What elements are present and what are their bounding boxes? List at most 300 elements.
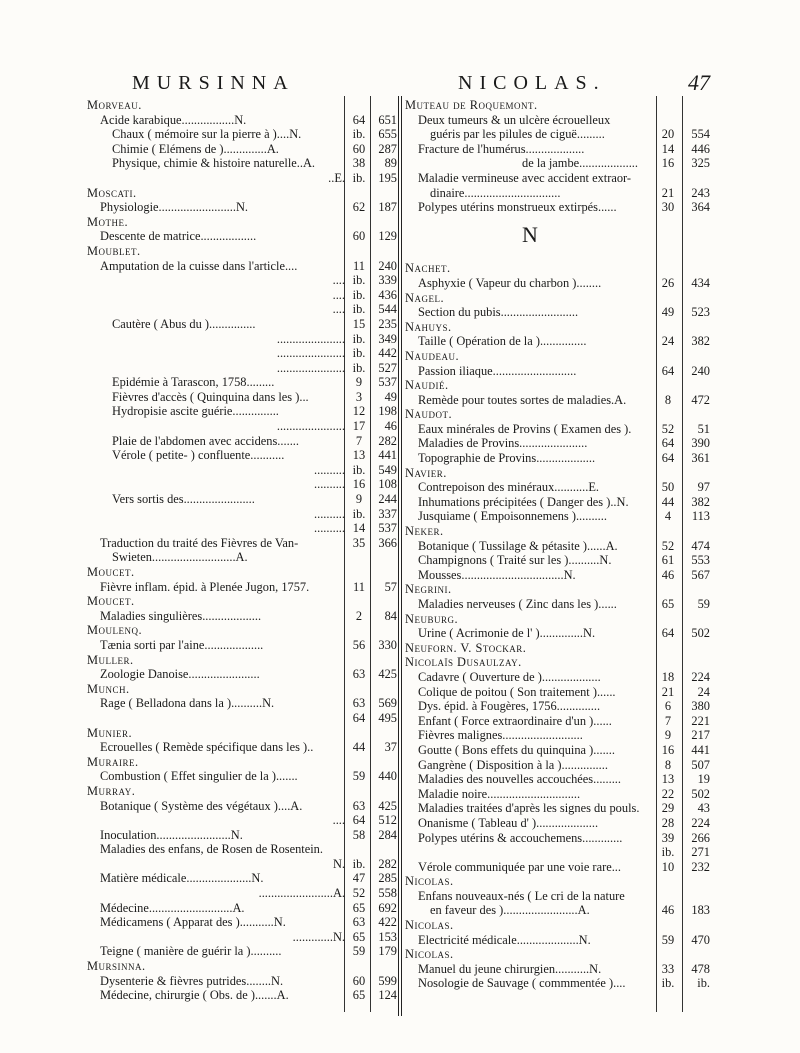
index-entry — [408, 801, 710, 816]
volume-number: 8 — [664, 757, 672, 772]
section-letter — [408, 215, 694, 247]
index-entry — [90, 463, 401, 478]
volume-number: 2 — [355, 608, 363, 623]
index-entry — [408, 275, 710, 291]
volume-number: 24 — [661, 334, 675, 349]
author-heading — [87, 594, 401, 609]
page-reference: 240 — [378, 258, 397, 273]
volume-number: ib. — [352, 302, 366, 317]
volume-number: 35 — [352, 535, 366, 550]
author-heading — [405, 319, 694, 335]
page-reference: 434 — [691, 275, 710, 290]
entry-text: Neuburg. — [405, 611, 459, 626]
entry-text: Moucet. — [87, 565, 135, 579]
page-reference: 441 — [691, 742, 710, 757]
entry-text: guéris par les pilules de ciguë......... — [430, 127, 605, 142]
author-heading — [405, 290, 694, 306]
page-reference: 325 — [691, 156, 710, 171]
entry-text: Inhumations précipitées ( Danger des )..N. — [418, 494, 629, 509]
page-reference: 221 — [691, 713, 710, 728]
page-reference: 287 — [378, 141, 397, 156]
running-header-left: MURSINNA — [132, 72, 295, 94]
entry-text: Passion iliaque........................... — [418, 363, 577, 378]
page-reference: 554 — [691, 127, 710, 142]
entry-text: Murray. — [87, 783, 136, 798]
page-reference: 37 — [384, 740, 397, 755]
page-reference: 382 — [691, 494, 710, 509]
volume-number: 64 — [661, 451, 675, 466]
page-reference: 49 — [384, 389, 397, 404]
page-reference: 366 — [378, 535, 397, 550]
page-reference: 244 — [378, 492, 397, 507]
index-entry — [90, 988, 401, 1003]
page-reference: 442 — [378, 346, 397, 361]
entry-text: Hydropisie ascite guérie............... — [112, 404, 279, 419]
index-entry — [408, 392, 710, 408]
index-entry — [90, 813, 401, 828]
entry-text: Jusquiame ( Empoisonnemens ).......... — [418, 509, 607, 524]
index-entry — [90, 886, 401, 901]
entry-text: Médecine...........................A. — [100, 900, 245, 915]
volume-number: ib. — [352, 360, 366, 375]
volume-number: 16 — [661, 742, 675, 757]
entry-text: Botanique ( Système des végétaux )....A. — [100, 798, 303, 813]
volume-number: 58 — [352, 827, 366, 842]
volume-number: 15 — [352, 316, 366, 331]
page-reference: 84 — [384, 608, 397, 623]
volume-number: 65 — [352, 929, 366, 944]
page-reference: 502 — [691, 786, 710, 801]
page-reference: 474 — [691, 538, 710, 553]
author-heading — [87, 681, 401, 697]
index-entry — [90, 930, 401, 945]
entry-text: .... — [332, 302, 345, 317]
index-entry — [408, 597, 710, 612]
entry-text: Neker. — [405, 524, 444, 539]
page-reference: 198 — [378, 404, 397, 419]
entry-text: Moublet. — [87, 243, 141, 258]
volume-number: 9 — [355, 492, 363, 507]
index-entry — [90, 842, 401, 857]
page-reference: 179 — [378, 944, 397, 959]
entry-text: Vers sortis des....................... — [112, 492, 255, 507]
volume-number: 64 — [352, 710, 366, 725]
entry-text: Maladies traitées d'après les signes du pouls. — [418, 801, 640, 816]
volume-number: 17 — [352, 419, 366, 434]
volume-number: 22 — [661, 786, 675, 801]
entry-text: ........................A. — [258, 886, 345, 901]
index-entry — [408, 538, 710, 554]
entry-text: Polypes utérins & accouchemens............. — [418, 830, 623, 845]
page-reference: 495 — [378, 710, 397, 725]
entry-text: Electricité médicale....................N. — [418, 932, 591, 947]
author-heading — [87, 214, 401, 230]
entry-text: dinaire............................... — [430, 185, 561, 200]
entry-text: Plaie de l'abdomen avec accidens....... — [112, 433, 299, 448]
page-reference: 339 — [378, 273, 397, 288]
author-heading — [87, 565, 401, 580]
volume-number: 65 — [352, 988, 366, 1003]
index-entry — [408, 553, 710, 568]
index-entry — [90, 901, 401, 916]
entry-text: Naudot. — [405, 407, 453, 422]
page-reference: 436 — [378, 287, 397, 302]
page-reference: 243 — [691, 185, 710, 200]
index-entry — [408, 684, 710, 700]
entry-text: Mothe. — [87, 214, 129, 229]
index-entry — [90, 390, 401, 405]
volume-number: 46 — [661, 903, 675, 918]
author-heading — [405, 582, 694, 597]
volume-number: 13 — [661, 772, 675, 787]
entry-text: Maladie vermineuse avec accident extraor- — [418, 170, 632, 185]
page-reference: 537 — [378, 375, 397, 390]
entry-text: Nahuys. — [405, 319, 452, 334]
volume-number: 4 — [664, 509, 672, 524]
entry-text: Mousses.................................N. — [418, 567, 576, 582]
entry-text: Traduction du traité des Fièvres de Van- — [100, 535, 299, 550]
entry-text: Moulenq. — [87, 623, 143, 638]
entry-text: Combustion ( Effet singulier de la )....... — [100, 769, 298, 784]
page-reference: 553 — [691, 553, 710, 568]
index-entry — [90, 448, 401, 463]
volume-number: 7 — [355, 433, 363, 448]
index-entry — [90, 828, 401, 843]
volume-number: 6 — [664, 699, 672, 714]
page-reference: 422 — [378, 915, 397, 930]
author-heading — [405, 874, 694, 889]
page-reference: 567 — [691, 567, 710, 582]
page-reference: 282 — [378, 856, 397, 871]
page-reference: 153 — [378, 929, 397, 944]
index-entry — [408, 247, 694, 262]
entry-text: Vérole communiquée par une voie rare... — [418, 859, 621, 874]
volume-number: 13 — [352, 448, 366, 463]
author-heading — [87, 98, 401, 113]
volume-number: 52 — [352, 886, 366, 901]
index-entry — [408, 171, 694, 186]
volume-number: ib. — [352, 506, 366, 521]
page-reference: 89 — [384, 156, 397, 171]
page-number: 47 — [688, 70, 710, 95]
volume-number: 49 — [661, 305, 675, 320]
page-reference: 235 — [378, 316, 397, 331]
author-heading — [87, 623, 401, 638]
entry-text: Naudeau. — [405, 348, 460, 363]
index-entry — [408, 845, 710, 860]
index-entry — [90, 288, 401, 303]
entry-text: Contrepoison des minéraux...........E. — [418, 480, 600, 495]
entry-text: Urine ( Acrimonie de l' )..............N. — [418, 626, 596, 641]
index-entry — [90, 200, 401, 215]
entry-text: Maladies des nouvelles accouchées......... — [418, 772, 621, 787]
entry-text: .......... — [314, 477, 345, 492]
page-reference: 113 — [691, 509, 710, 524]
entry-text: Rage ( Belladona dans la )..........N. — [100, 696, 275, 711]
entry-text: Nicolas. — [405, 947, 454, 962]
entry-text: Colique de poitou ( Son traitement )...... — [418, 684, 616, 699]
index-entry — [408, 436, 710, 451]
author-heading — [87, 725, 401, 741]
index-entry — [90, 404, 401, 419]
volume-number: ib. — [352, 331, 366, 346]
entry-text: Maladies singulières................... — [100, 608, 262, 623]
page-reference: 382 — [691, 334, 710, 349]
entry-text: Nachet. — [405, 261, 451, 276]
index-entry — [408, 903, 710, 918]
index-entry — [408, 976, 710, 991]
page-reference: 59 — [697, 597, 710, 611]
volume-number: 16 — [352, 477, 366, 492]
volume-number: 60 — [352, 229, 366, 244]
entry-text: Matière médicale.....................N. — [100, 871, 264, 886]
volume-number: 12 — [352, 404, 366, 419]
index-entry — [408, 669, 710, 685]
volume-number: 30 — [661, 200, 675, 215]
page-reference: 183 — [691, 903, 710, 918]
page-reference: 271 — [691, 845, 710, 860]
entry-text: N. — [332, 856, 345, 871]
index-entry — [90, 769, 401, 784]
index-entry — [408, 786, 710, 802]
author-heading — [87, 652, 401, 668]
entry-text: Chimie ( Elémens de )..............A. — [112, 141, 279, 156]
volume-number: ib. — [661, 976, 675, 991]
author-heading — [405, 655, 694, 670]
volume-number: ib. — [352, 346, 366, 361]
page-reference: 446 — [691, 141, 710, 156]
entry-text: Enfans nouveaux-nés ( Le cri de la nature — [418, 888, 625, 903]
entry-text: Médecine, chirurgie ( Obs. de ).......A. — [100, 988, 289, 1003]
page-reference: 472 — [691, 392, 710, 407]
page-reference: 240 — [691, 363, 710, 378]
author-heading — [87, 959, 401, 974]
volume-number: 52 — [661, 421, 675, 436]
volume-number: 64 — [352, 112, 366, 127]
volume-number: 46 — [661, 567, 675, 582]
index-entry — [408, 363, 710, 379]
volume-number: 33 — [661, 961, 675, 976]
page-reference: 527 — [378, 360, 397, 375]
index-entry — [408, 830, 710, 846]
entry-text: Muller. — [87, 652, 134, 667]
index-entry — [408, 889, 694, 904]
page-reference: 380 — [691, 699, 710, 714]
entry-text: Munch. — [87, 681, 130, 696]
entry-text: Morveau. — [87, 98, 142, 112]
page-reference: ib. — [697, 976, 710, 991]
index-entry — [90, 944, 401, 959]
index-entry — [90, 477, 401, 492]
entry-text: Muraire. — [87, 754, 139, 769]
page-reference: 478 — [691, 961, 710, 976]
volume-number: 64 — [661, 436, 675, 451]
index-entry — [408, 494, 710, 510]
author-heading — [405, 918, 694, 933]
volume-number: 64 — [352, 813, 366, 828]
page-reference: 440 — [378, 769, 397, 784]
entry-text: Naudié. — [405, 378, 449, 393]
page-reference: 124 — [378, 988, 397, 1003]
author-heading — [405, 348, 694, 364]
index-entry — [90, 696, 401, 711]
entry-text: Descente de matrice.................. — [100, 229, 257, 244]
index-entry — [408, 113, 694, 128]
index-entry — [408, 451, 710, 466]
page-reference: 43 — [697, 801, 710, 816]
entry-text: Physiologie.........................N. — [100, 200, 249, 215]
page-reference: 599 — [378, 973, 397, 988]
index-entry — [408, 305, 710, 320]
page-reference: 655 — [378, 127, 397, 142]
index-entry — [408, 480, 710, 495]
page-reference: 24 — [697, 684, 710, 699]
volume-number: ib. — [352, 462, 366, 477]
index-entry — [90, 740, 401, 755]
entry-text: .... — [332, 287, 345, 302]
volume-number: 62 — [352, 200, 366, 215]
index-entry — [90, 915, 401, 930]
page-reference: 266 — [691, 830, 710, 845]
entry-text: Acide karabique.................N. — [100, 112, 247, 127]
index-entry — [90, 492, 401, 507]
entry-text: Champignons ( Traité sur les )..........N. — [418, 553, 612, 568]
index-entry — [408, 334, 710, 349]
volume-number: 39 — [661, 830, 675, 845]
page-reference: 129 — [378, 229, 397, 244]
page-reference: 651 — [378, 112, 397, 127]
volume-number: 28 — [661, 815, 675, 830]
index-entry — [90, 229, 401, 244]
entry-text: N — [522, 221, 538, 247]
index-entry — [90, 711, 401, 726]
entry-text: Fracture de l'humérus................... — [418, 141, 585, 156]
entry-text: Maladie noire.............................. — [418, 786, 581, 801]
index-entry — [408, 200, 710, 215]
entry-text: Munier. — [87, 725, 133, 740]
index-entry — [90, 346, 401, 361]
page-reference: 97 — [697, 480, 710, 495]
author-heading — [405, 640, 694, 656]
volume-number: 14 — [661, 141, 675, 156]
page-reference: 364 — [691, 200, 710, 215]
volume-number: 21 — [661, 684, 675, 699]
index-entry — [90, 317, 401, 332]
author-heading — [405, 98, 694, 113]
entry-text: Deux tumeurs & un ulcère écrouelleux — [418, 112, 611, 127]
author-heading — [87, 185, 401, 201]
entry-text: Botanique ( Tussilage & pétasite )......A. — [418, 538, 618, 553]
entry-text: en faveur des )........................A. — [430, 903, 590, 918]
volume-number: 59 — [661, 932, 675, 947]
index-entry — [408, 961, 710, 977]
entry-text: Neuforn. V. Stockar. — [405, 640, 527, 655]
index-entry — [90, 536, 401, 551]
entry-text: ...................... — [276, 331, 345, 346]
page-reference: 232 — [691, 859, 710, 874]
volume-number: 63 — [352, 696, 366, 711]
entry-text: Cautère ( Abus du )............... — [112, 316, 256, 331]
volume-number: 60 — [352, 973, 366, 988]
author-heading — [405, 465, 694, 481]
entry-text: Amputation de la cuisse dans l'article.... — [100, 258, 298, 273]
page-reference: 284 — [378, 827, 397, 842]
entry-text: .......... — [314, 462, 345, 477]
page-reference: 425 — [378, 667, 397, 682]
index-entry — [90, 434, 401, 449]
index-entry — [408, 859, 710, 875]
volume-number: 14 — [352, 521, 366, 536]
volume-number: 11 — [353, 258, 365, 273]
page-reference: 558 — [378, 886, 397, 901]
volume-number: 44 — [352, 740, 366, 755]
index-entry — [90, 273, 401, 288]
index-entry — [90, 142, 401, 157]
volume-number: 21 — [661, 185, 675, 200]
entry-text: Mursinna. — [87, 959, 146, 974]
index-entry — [90, 871, 401, 886]
page-reference: 441 — [378, 448, 397, 463]
entry-text: Asphyxie ( Vapeur du charbon )........ — [418, 275, 602, 290]
index-entry — [90, 550, 401, 565]
volume-number: 9 — [355, 375, 363, 390]
index-entry — [90, 974, 401, 989]
running-header-right: NICOLAS. — [458, 72, 606, 94]
author-heading — [87, 243, 401, 259]
volume-number: 11 — [353, 579, 365, 594]
page-reference: 544 — [378, 302, 397, 317]
entry-text: ...................... — [276, 419, 345, 434]
entry-text: Nagel. — [405, 290, 445, 305]
index-entry — [408, 156, 710, 171]
entry-text: Fièvres malignes.......................... — [418, 728, 583, 743]
page-reference: 361 — [691, 451, 710, 466]
volume-number: 38 — [352, 156, 366, 171]
volume-number: 61 — [661, 553, 675, 568]
volume-number: 26 — [661, 275, 675, 290]
volume-number: 64 — [661, 626, 675, 641]
index-entry — [90, 667, 401, 682]
entry-text: Nicolaïs Dusaulzay. — [405, 655, 522, 670]
entry-text: Polypes utérins monstrueux extirpés...... — [418, 200, 617, 215]
entry-text: Maladies des enfans, de Rosen de Rosentein. — [100, 842, 323, 857]
volume-number: 56 — [352, 637, 366, 652]
entry-text: ...................... — [276, 360, 345, 375]
volume-number: 65 — [352, 900, 366, 915]
index-entry — [408, 699, 710, 714]
entry-text: Médicamens ( Apparat des )...........N. — [100, 915, 286, 930]
page-reference: 512 — [378, 813, 397, 828]
page-reference: 195 — [378, 170, 397, 185]
entry-text: Maladies de Provins...................... — [418, 436, 588, 451]
entry-text: Muteau de Roquemont. — [405, 98, 538, 112]
page-reference: 19 — [697, 772, 710, 787]
volume-number: 29 — [661, 801, 675, 816]
index-entry — [408, 567, 710, 583]
entry-text: Manuel du jeune chirurgien...........N. — [418, 961, 602, 976]
entry-text: ...................... — [276, 346, 345, 361]
entry-text: Navier. — [405, 465, 447, 480]
entry-text: Epidémie à Tarascon, 1758......... — [112, 375, 275, 390]
entry-text: Fièvres d'accès ( Quinquina dans les )... — [112, 389, 309, 404]
entry-text: .............N. — [292, 929, 345, 944]
page-reference: 187 — [378, 200, 397, 215]
entry-text: Ecrouelles ( Remède spécifique dans les ).. — [100, 740, 314, 755]
author-heading — [405, 378, 694, 393]
author-heading — [87, 783, 401, 799]
entry-text: .......... — [314, 521, 345, 536]
entry-text: Gangrène ( Disposition à la )............... — [418, 757, 608, 772]
